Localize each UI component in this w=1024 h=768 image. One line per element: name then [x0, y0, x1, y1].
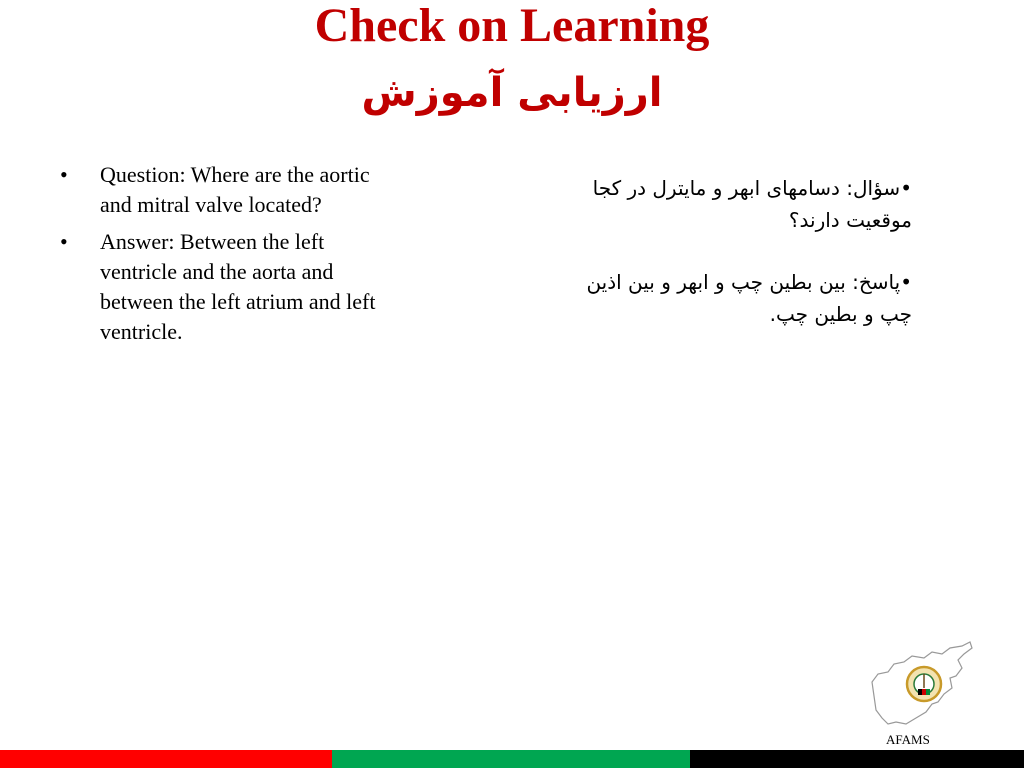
emblem-flag-green — [926, 689, 930, 695]
dari-question-text: •سؤال: دسامهای ابهر و مایترل در کجا موقعیت دارند؟ — [592, 176, 912, 232]
emblem-flag-red — [922, 689, 926, 695]
bullet-symbol: • — [60, 162, 68, 187]
english-bullet-list — [60, 160, 390, 354]
footer-bar-red — [0, 750, 332, 768]
logo-label: AFAMS — [886, 732, 930, 747]
dari-bullet-list — [560, 172, 912, 360]
list-item-question — [60, 160, 390, 220]
list-item-answer — [60, 227, 390, 347]
bullet-symbol: • — [60, 229, 68, 254]
slide-subtitle: ارزیابی آموزش — [361, 70, 663, 116]
afghanistan-map-emblem-icon — [866, 638, 976, 730]
dari-answer-text: •پاسخ: بین بطین چپ و ابهر و بین اذین چپ و بطین چپ. — [586, 270, 912, 326]
question-text: Question: Where are the aortic and mitral valve located? — [100, 162, 370, 217]
footer-bar-green — [332, 750, 690, 768]
answer-text: Answer: Between the left ventricle and the aorta and between the left atrium and left ventricle. — [100, 229, 376, 344]
footer-bar-black — [690, 750, 1024, 768]
slide-title: Check on Learning — [314, 0, 710, 52]
emblem-flag-black — [918, 689, 922, 695]
